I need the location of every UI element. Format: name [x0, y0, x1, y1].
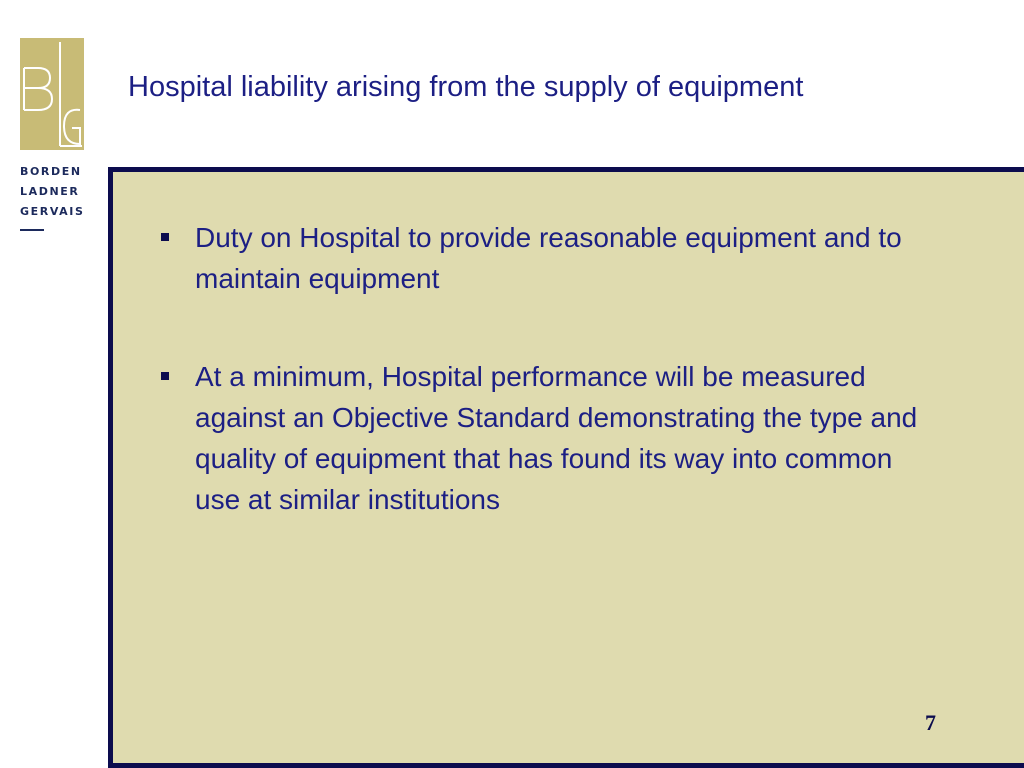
bullet-text: Duty on Hospital to provide reasonable equipment and to maintain equipment [195, 222, 902, 294]
blg-monogram-logo [20, 38, 84, 150]
slide-title: Hospital liability arising from the supply of equipment [128, 71, 804, 103]
bullet-item [161, 356, 941, 520]
logo-wordmark-line-3: GERVAIS [20, 205, 85, 218]
bullet-text: At a minimum, Hospital performance will be measured against an Objective Standard demonstrating the type and quality of equipment that has found its way into common use at similar institutions [195, 361, 918, 515]
logo-wordmark-line-2: LADNER [20, 185, 80, 198]
logo-wordmark-line-1: BORDEN [20, 165, 82, 178]
content-panel [108, 167, 1024, 768]
borden-ladner-gervais-logo [0, 0, 100, 245]
square-bullet-icon [161, 233, 169, 241]
bullet-item [161, 217, 941, 299]
page-number: 7 [925, 710, 936, 735]
square-bullet-icon [161, 372, 169, 380]
logo-rule-divider [20, 229, 44, 231]
